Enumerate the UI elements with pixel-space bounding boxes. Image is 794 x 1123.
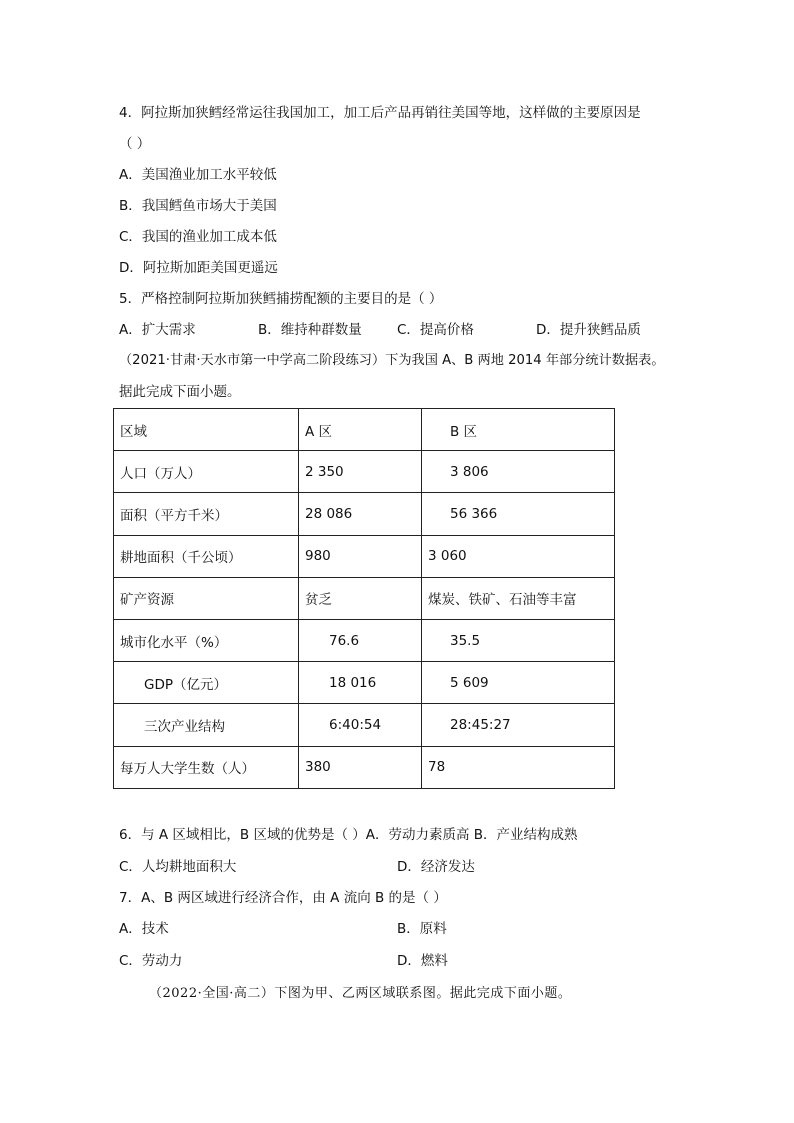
table-cell: B 区	[422, 409, 615, 451]
table-cell: 980	[299, 535, 422, 577]
table-cell: 56 366	[422, 493, 615, 535]
table-cell: 人口（万人）	[114, 451, 299, 493]
q4-stem: 4．阿拉斯加狭鳕经常运往我国加工，加工后产品再销往美国等地，这样做的主要原因是	[119, 105, 641, 121]
q7-stem: 7．A、B 两区域进行经济合作，由 A 流向 B 的是（ ）	[119, 890, 447, 906]
table-row	[114, 493, 615, 535]
table-row	[114, 451, 615, 493]
table-cell: 5 609	[422, 662, 615, 704]
table-row	[114, 577, 615, 619]
q4-option-b: B．我国鳕鱼市场大于美国	[119, 198, 277, 214]
table-row	[114, 619, 615, 661]
table-cell: 28 086	[299, 493, 422, 535]
table-row	[114, 662, 615, 704]
q6-option-c: C．人均耕地面积大	[119, 859, 237, 875]
table-row	[114, 704, 615, 746]
intro-line-2: 据此完成下面小题。	[119, 384, 241, 400]
table-cell: 78	[422, 746, 615, 788]
table-cell: 面积（平方千米）	[114, 493, 299, 535]
q6-option-d: D．经济发达	[397, 859, 475, 875]
table-cell: 耕地面积（千公顷）	[114, 535, 299, 577]
table-cell: 煤炭、铁矿、石油等丰富	[422, 577, 615, 619]
table-cell: 18 016	[299, 662, 422, 704]
next-section-intro: （2022·全国·高二）下图为甲、乙两区域联系图。据此完成下面小题。	[149, 986, 572, 1001]
table-row	[114, 746, 615, 788]
table-row	[114, 535, 615, 577]
intro-line-1: （2021·甘肃·天水市第一中学高二阶段练习）下为我国 A、B 两地 2014 年部分统计数据表。	[119, 353, 665, 368]
q5-option-c: C．提高价格	[397, 322, 474, 338]
table-cell: 6:40:54	[299, 704, 422, 746]
table-cell: 35.5	[422, 619, 615, 661]
q5-option-a: A．扩大需求	[119, 322, 196, 338]
table-cell: 76.6	[299, 619, 422, 661]
table-cell: GDP（亿元）	[114, 662, 299, 704]
q7-option-c: C．劳动力	[119, 953, 183, 969]
table-cell: 区域	[114, 409, 299, 451]
table-cell: 每万人大学生数（人）	[114, 746, 299, 788]
q6-stem: 6．与 A 区域相比，B 区域的优势是（ ）A．劳动力素质高 B．产业结构成熟	[119, 827, 578, 843]
table-cell: 矿产资源	[114, 577, 299, 619]
table-cell: 3 806	[422, 451, 615, 493]
q7-option-d: D．燃料	[397, 953, 448, 969]
table-cell: 2 350	[299, 451, 422, 493]
table-cell: 380	[299, 746, 422, 788]
q4-answer-blank: （ ）	[119, 136, 151, 152]
q4-option-c: C．我国的渔业加工成本低	[119, 229, 277, 245]
table-cell: 贫乏	[299, 577, 422, 619]
table-row	[114, 409, 615, 451]
q5-option-d: D．提升狭鳕品质	[536, 322, 641, 338]
q5-stem: 5．严格控制阿拉斯加狭鳕捕捞配额的主要目的是（ ）	[119, 291, 443, 307]
statistics-table	[113, 408, 615, 789]
table-cell: A 区	[299, 409, 422, 451]
table-cell: 三次产业结构	[114, 704, 299, 746]
table-cell: 城市化水平（%）	[114, 619, 299, 661]
q4-option-a: A．美国渔业加工水平较低	[119, 167, 277, 183]
table-cell: 28:45:27	[422, 704, 615, 746]
q4-option-d: D．阿拉斯加距美国更遥远	[119, 260, 278, 276]
q7-option-a: A．技术	[119, 921, 169, 937]
q5-option-b: B．维持种群数量	[258, 322, 362, 338]
table-cell: 3 060	[422, 535, 615, 577]
q7-option-b: B．原料	[397, 921, 447, 937]
